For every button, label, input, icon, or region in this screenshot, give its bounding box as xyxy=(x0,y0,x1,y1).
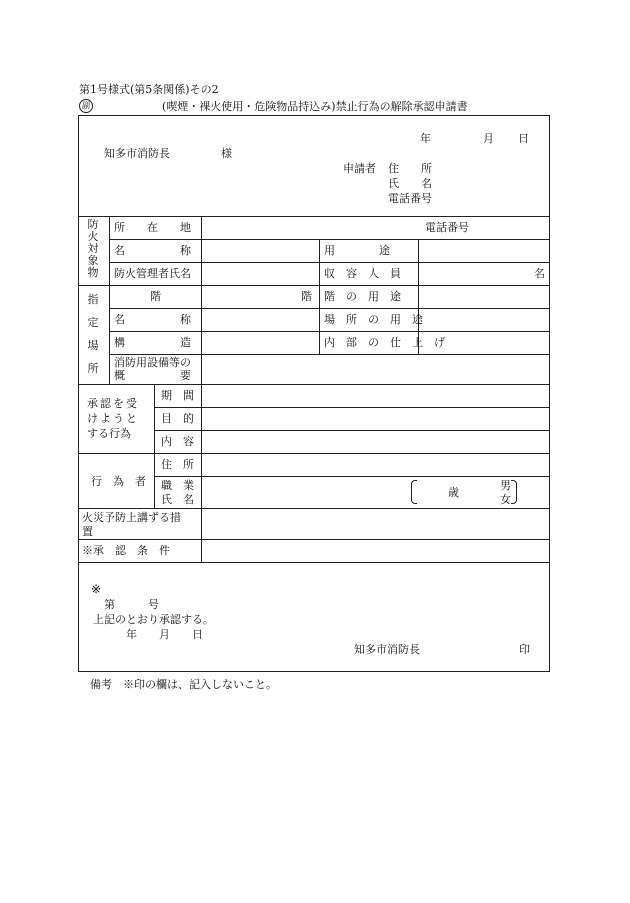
property-phone-label: 電話番号 xyxy=(425,221,469,234)
day-label: 日 xyxy=(518,132,529,145)
sama-label: 様 xyxy=(221,147,232,160)
age-label: 歳 xyxy=(448,486,459,499)
floor-unit: 階 xyxy=(301,290,312,303)
male-label: 男 xyxy=(500,479,511,492)
female-label: 女 xyxy=(500,493,511,506)
capacity-label: 収 容 人 員 xyxy=(324,267,401,280)
age-bracket-left xyxy=(411,480,417,504)
office-use-mark: ※ xyxy=(91,582,102,596)
purpose-label: 目 的 xyxy=(161,412,194,425)
period-label: 期 間 xyxy=(161,389,194,402)
month-label: 月 xyxy=(483,132,494,145)
duplicate-seal: 副 xyxy=(79,99,93,113)
location-label: 所 在 地 xyxy=(114,221,191,234)
age-bracket-right xyxy=(511,480,517,504)
usage-label: 用 途 xyxy=(324,244,390,257)
floor-use-label: 階 の 用 途 xyxy=(324,290,401,303)
section-place-label: 指定場所 xyxy=(87,293,99,375)
property-name-label: 名 称 xyxy=(114,244,191,257)
footnote: 備考 ※印の欄は、記入しないこと。 xyxy=(90,678,277,691)
applicant-label: 申請者 xyxy=(343,162,376,175)
fire-prevention-label-2: 置 xyxy=(82,525,93,538)
form-title: (喫煙・裸火使用・危険物品持込み)禁止行為の解除承認申請書 xyxy=(162,100,468,113)
applicant-name-label: 氏 名 xyxy=(388,177,432,190)
manager-label: 防火管理者氏名 xyxy=(114,267,191,280)
place-use-label: 場 所 の 用 途 xyxy=(324,313,423,326)
equipment-label-1: 消防用設備等の xyxy=(114,356,191,369)
addressee: 知多市消防長 xyxy=(104,147,170,160)
applicant-phone-label: 電話番号 xyxy=(388,192,432,205)
fire-prevention-label-1: 火災予防上講ずる措 xyxy=(82,511,181,524)
place-name-label: 名 称 xyxy=(114,313,191,326)
structure-label: 構 造 xyxy=(114,336,191,349)
approval-number: 第 号 xyxy=(104,598,159,611)
section-property-label: 防火対象物 xyxy=(87,218,99,279)
approval-statement: 上記のとおり承認する。 xyxy=(93,613,214,626)
form-number: 第1号様式(第5条関係)その2 xyxy=(79,83,219,96)
actor-label: 行 為 者 xyxy=(91,475,146,488)
interior-label: 内 部 の 仕 上 げ xyxy=(324,336,445,349)
actor-address-label: 住 所 xyxy=(161,458,194,471)
equipment-label-2: 概 要 xyxy=(114,369,191,382)
actor-name-label: 氏 名 xyxy=(161,493,194,506)
act-label-1: 承認を受 xyxy=(87,397,139,410)
applicant-address-label: 住 所 xyxy=(388,162,432,175)
floor-label: 階 xyxy=(150,290,161,303)
year-label: 年 xyxy=(420,132,431,145)
act-label-3: する行為 xyxy=(87,427,131,440)
act-label-2: けようと xyxy=(87,412,139,425)
application-form xyxy=(78,115,550,672)
approval-date: 年 月 日 xyxy=(126,628,203,641)
occupation-label: 職 業 xyxy=(161,479,194,492)
content-label: 内 容 xyxy=(161,435,194,448)
conditions-label: ※承 認 条 件 xyxy=(82,544,170,557)
stamp-label: 印 xyxy=(519,643,530,656)
approval-chief: 知多市消防長 xyxy=(354,643,420,656)
capacity-unit: 名 xyxy=(534,267,545,280)
